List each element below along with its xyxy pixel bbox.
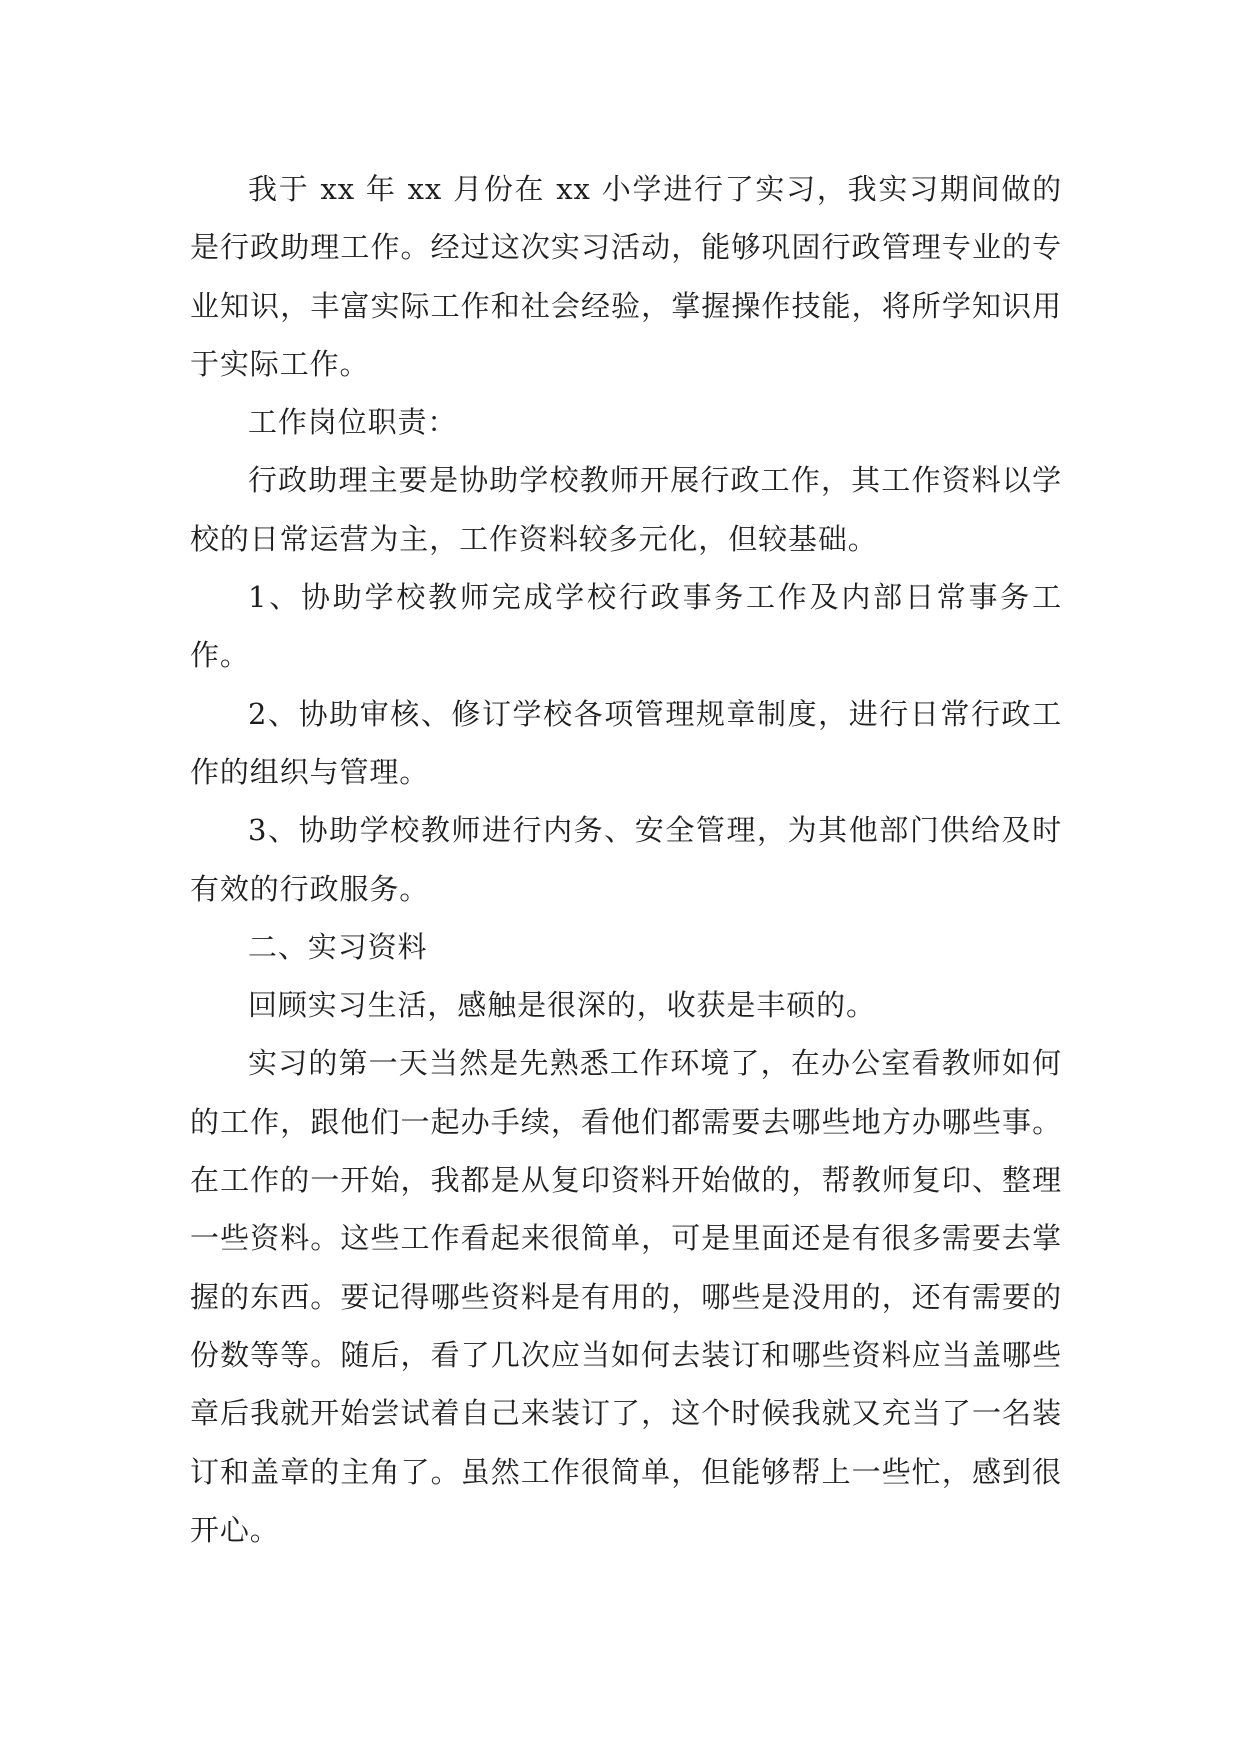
paragraph-duty-1: 1、协助学校教师完成学校行政事务工作及内部日常事务工作。: [190, 580, 1062, 673]
paragraph-duty-3: 3、协助学校教师进行内务、安全管理，为其他部门供给及时有效的行政服务。: [190, 813, 1062, 906]
document-body: [190, 160, 1062, 1559]
paragraph-duty-2: 2、协助审核、修订学校各项管理规章制度，进行日常行政工作的组织与管理。: [190, 696, 1062, 789]
section-heading-internship: 二、实习资料: [248, 929, 428, 964]
paragraph-review: 回顾实习生活，感触是很深的，收获是丰硕的。: [248, 988, 876, 1023]
paragraph-first-day: 实习的第一天当然是先熟悉工作环境了，在办公室看教师如何的工作，跟他们一起办手续，看他们都需要去哪些地方办哪些事。在工作的一开始，我都是从复印资料开始做的，帮教师复印、整理一些资料。这些工作看起来很简单，可是里面还是有很多需要去掌握的东西。要记得哪些资料是有用的，哪些是没用的，还有需要的份数等等。随后，看了几次应当如何去装订和哪些资料应当盖哪些章后我就开始尝试着自己来装订了，这个时候我就又充当了一名装订和盖章的主角了。虽然工作很简单，但能够帮上一些忙，感到很开心。: [190, 1046, 1062, 1547]
paragraph-duties-heading: 工作岗位职责：: [248, 405, 458, 440]
paragraph-duties-summary: 行政助理主要是协助学校教师开展行政工作，其工作资料以学校的日常运营为主，工作资料较多元化，但较基础。: [190, 463, 1062, 556]
paragraph-intro: 我于 xx 年 xx 月份在 xx 小学进行了实习，我实习期间做的是行政助理工作。经过这次实习活动，能够巩固行政管理专业的专业知识，丰富实际工作和社会经验，掌握操作技能，将所学知识用于实际工作。: [190, 172, 1062, 381]
